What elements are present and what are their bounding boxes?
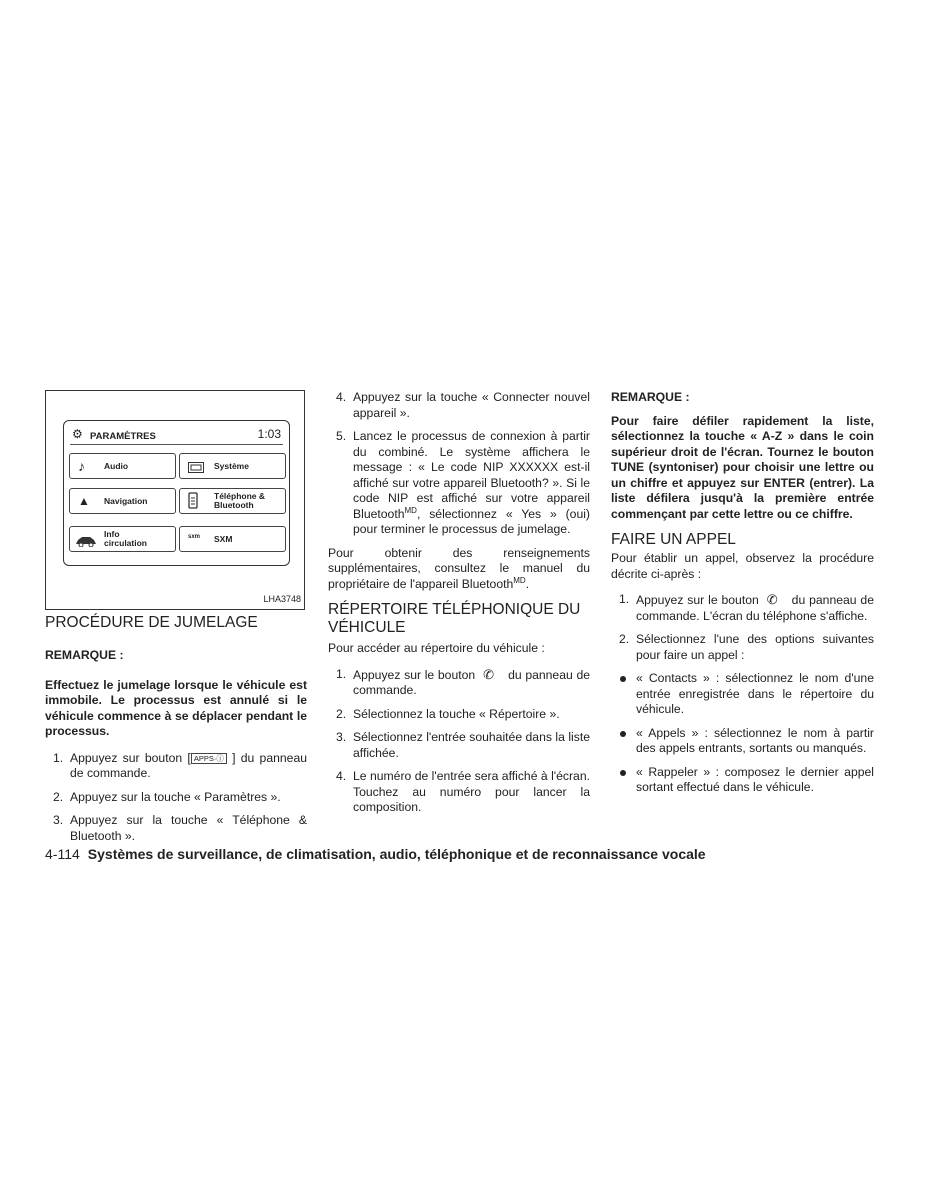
step-number: 1.: [619, 592, 630, 606]
settings-screen-figure: [45, 390, 305, 610]
note-heading: REMARQUE :: [611, 390, 690, 404]
tile-label-line1: Téléphone &: [214, 491, 266, 501]
directory-steps: [328, 667, 590, 816]
call-steps: [611, 592, 874, 663]
step-text: Sélectionnez la touche « Répertoire ».: [353, 706, 560, 721]
step-number: 5.: [336, 429, 347, 443]
phone-handset-icon: ✆: [766, 592, 778, 607]
phone-handset-icon: ✆: [483, 666, 495, 682]
chapter-title: Systèmes de surveillance, de climatisation, audio, téléphonique et de reconnaissance vocale: [87, 846, 706, 862]
list-item: [328, 707, 590, 723]
step-number: 1.: [336, 666, 347, 681]
step-number: 4.: [336, 390, 347, 404]
intro-text: Pour accéder au répertoire du véhicule :: [328, 641, 545, 655]
tile-label: SXM: [214, 534, 233, 544]
tile-sxm[interactable]: [179, 526, 286, 552]
apps-info-key: APPS·ⓘ: [191, 753, 227, 764]
step-text: Appuyez sur le bouton: [353, 667, 476, 682]
screen-header: [72, 427, 281, 443]
step-number: 2.: [53, 789, 64, 804]
column-3: [611, 390, 874, 796]
step-number: 3.: [53, 813, 64, 827]
list-item: « Contacts » : sélectionnez le nom d'une entrée enregistrée dans le répertoire du véhicule.: [611, 671, 874, 718]
step-text: Appuyez sur bouton [: [70, 750, 191, 765]
step-number: 1.: [53, 750, 64, 765]
step-text: Le numéro de l'entrée sera affiché à l'écran. Touchez au numéro pour lancer la composition.: [353, 769, 590, 814]
column-2: [328, 390, 590, 816]
figure-id: LHA3748: [263, 593, 301, 604]
tile-telephone-bluetooth[interactable]: [179, 488, 286, 514]
tile-label: Navigation: [104, 496, 148, 506]
note-heading: REMARQUE :: [45, 648, 124, 662]
list-item: [611, 632, 874, 663]
step-number: 2.: [336, 706, 347, 721]
step-text: Appuyez sur le bouton: [636, 593, 759, 607]
tile-label: Système: [214, 461, 249, 471]
column-1: [45, 390, 307, 844]
step-text: du panneau de commande.: [353, 667, 590, 697]
car-icon: [75, 534, 97, 550]
list-item: « Appels » : sélectionnez le nom à partir des appels entrants, sortants ou manqués.: [611, 726, 874, 757]
step-number: 2.: [619, 632, 630, 646]
phone-icon: [188, 492, 198, 512]
step-text: ] du panneau de commande.: [70, 750, 307, 780]
step-text: , sélectionnez « Yes » (oui) pour terminer le processus de jumelage.: [353, 506, 590, 536]
list-item: [328, 390, 590, 421]
step-text: Lancez le processus de connexion à partir du combiné. Le système affichera le message : « Le code NIP XXXXXX est-il affiché sur votre appareil Bluetooth? ». Si le code NIP est affiché sur votre appareil Bluetooth: [353, 429, 590, 521]
display-icon: [188, 460, 204, 476]
tile-label-line1: Info: [104, 529, 120, 539]
tile-label-line2: Bluetooth: [214, 500, 254, 510]
list-item: [45, 813, 307, 844]
section-heading: PROCÉDURE DE JUMELAGE: [45, 614, 258, 631]
list-item: « Rappeler » : composez le dernier appel sortant effectué dans le véhicule.: [611, 765, 874, 796]
sxm-logo: sxm: [188, 534, 201, 540]
step-text: du panneau de commande. L'écran du téléphone s'affiche.: [636, 593, 874, 623]
tile-label: [214, 492, 265, 510]
list-item: [45, 790, 307, 806]
tile-label: Audio: [104, 461, 129, 471]
tile-info-circulation[interactable]: [69, 526, 176, 552]
step-text: Sélectionnez l'entrée souhaitée dans la liste affichée.: [353, 730, 590, 760]
page-number: 4-114: [45, 846, 80, 862]
step-text: Appuyez sur la touche « Paramètres ».: [70, 789, 281, 804]
tile-systeme[interactable]: [179, 453, 286, 479]
para-text: .: [525, 576, 530, 591]
info-paragraph: [328, 546, 590, 593]
step-number: 4.: [336, 769, 347, 783]
screen-clock: 1:03: [257, 427, 281, 441]
section-heading: FAIRE UN APPEL: [611, 531, 736, 548]
tile-label: [104, 530, 147, 548]
step-text: Appuyez sur la touche « Téléphone & Bluetooth ».: [70, 813, 307, 843]
note-body: Pour faire défiler rapidement la liste, sélectionnez la touche « A-Z » dans le coin supérieur droit de l'écran. Tournez le bouton TUNE (syntoniser) pour choisir une lettre ou un chiffre et appuyez sur ENTER (entrer). La liste défilera jusqu'à la première entrée commençant par cette lettre ou ce chiffre.: [611, 413, 874, 521]
gear-icon: ⚙: [72, 427, 83, 441]
navigation-arrow-icon: ▲: [78, 494, 90, 508]
list-item: [328, 730, 590, 761]
page-footer: [45, 846, 706, 862]
intro-text: Pour établir un appel, observez la procédure décrite ci-après :: [611, 551, 874, 581]
section-heading: RÉPERTOIRE TÉLÉPHONIQUE DU VÉHICULE: [328, 601, 581, 636]
step-number: 3.: [336, 730, 347, 744]
step-text: Appuyez sur la touche « Connecter nouvel appareil ».: [353, 390, 590, 420]
tile-audio[interactable]: [69, 453, 176, 479]
note-body: Effectuez le jumelage lorsque le véhicule est immobile. Le processus est annulé si le véhicule commence à se déplacer pendant le processus.: [45, 677, 307, 738]
list-item: [328, 667, 590, 699]
list-item: [45, 751, 307, 782]
pairing-steps-continued: [328, 390, 590, 538]
list-item: [328, 769, 590, 816]
tile-navigation[interactable]: [69, 488, 176, 514]
music-note-icon: ♪: [78, 458, 85, 474]
settings-screen: [63, 420, 290, 566]
list-item: [328, 429, 590, 538]
pairing-steps: [45, 751, 307, 845]
screen-title: PARAMÈTRES: [90, 431, 156, 442]
header-divider: [70, 444, 283, 445]
trademark-sup: MD: [404, 505, 417, 515]
para-text: Pour obtenir des renseignements supplémentaires, consultez le manuel du propriétaire de l'appareil Bluetooth: [328, 545, 590, 591]
trademark-sup: MD: [513, 575, 526, 585]
call-options: [611, 671, 874, 796]
step-text: Sélectionnez l'une des options suivantes pour faire un appel :: [636, 632, 874, 662]
list-item: [611, 592, 874, 624]
tile-label-line2: circulation: [104, 538, 147, 548]
